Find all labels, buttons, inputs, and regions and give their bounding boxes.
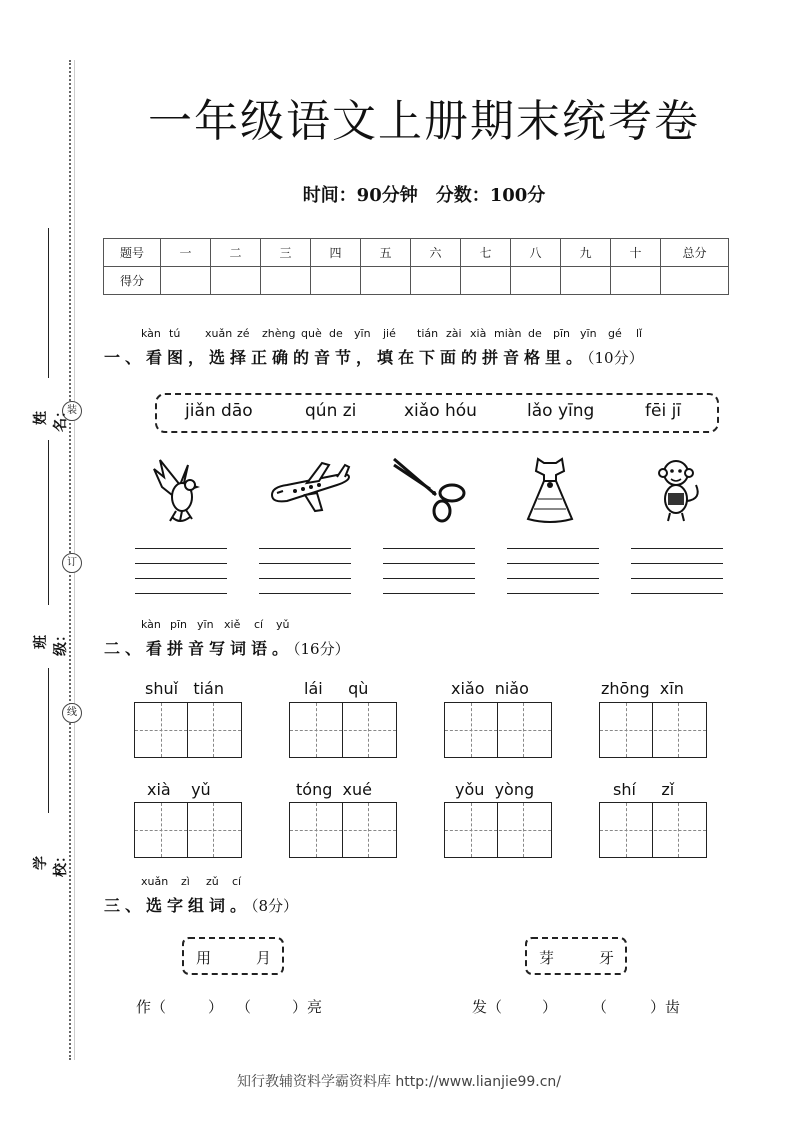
pinyin: tián: [417, 327, 439, 340]
score-col: 六: [411, 239, 461, 267]
fill-blank: （: [236, 998, 252, 1016]
word-pinyin: lái qù: [304, 679, 369, 698]
word-pinyin: zhōng xīn: [601, 679, 684, 698]
pinyin: yīn: [580, 327, 597, 340]
word-pinyin: tóng xué: [296, 780, 372, 799]
word-pinyin: xiǎo niǎo: [451, 679, 529, 698]
word-bank-item: xiǎo hóu: [404, 401, 477, 421]
fill-blank: 作（: [136, 998, 167, 1016]
pinyin: miàn: [494, 327, 522, 340]
section3-pinyin: [0, 875, 798, 889]
name-field-label: 姓名：: [33, 404, 69, 432]
section2-pinyin: [0, 618, 798, 632]
footer-watermark: 知行教辅资料学霸资料库 http://www.lianjie99.cn/: [236, 1074, 562, 1090]
binding-mark-ding: 订: [62, 553, 82, 573]
choice-char: 用: [196, 949, 212, 967]
word-bank-item: fēi jī: [645, 401, 682, 421]
score-cell[interactable]: [311, 267, 361, 295]
score-cell[interactable]: [611, 267, 661, 295]
score-cell[interactable]: [511, 267, 561, 295]
section2-heading: [104, 636, 350, 659]
choice-char: 牙: [599, 949, 615, 967]
binding-mark-xian: 线: [62, 703, 82, 723]
pinyin: xiě: [224, 618, 241, 631]
airplane-picture: [267, 455, 352, 515]
score-table-header-row: [104, 239, 729, 267]
score-col: 八: [511, 239, 561, 267]
section1-heading: [104, 345, 644, 368]
answer-lines[interactable]: [631, 548, 723, 608]
char-choice-box: [182, 937, 284, 975]
fill-blank: （: [592, 998, 608, 1016]
answer-lines[interactable]: [507, 548, 599, 608]
score-col: 四: [311, 239, 361, 267]
pinyin: xuǎn: [205, 327, 233, 340]
choice-char: 芽: [539, 949, 555, 967]
class-field-label: 班级：: [33, 628, 69, 656]
pinyin: tú: [169, 327, 181, 340]
score-col: 三: [261, 239, 311, 267]
pinyin: yīn: [354, 327, 371, 340]
pinyin: zài: [446, 327, 462, 340]
tianzige-box[interactable]: [444, 802, 552, 858]
score-col: 九: [561, 239, 611, 267]
section1-points: （10分）: [587, 349, 644, 367]
score-table: [103, 238, 729, 295]
pinyin: yǔ: [276, 618, 290, 631]
pinyin: zì: [181, 875, 190, 888]
name-field-line: [48, 228, 49, 378]
tianzige-box[interactable]: [289, 702, 397, 758]
score-cell[interactable]: [211, 267, 261, 295]
section1-heading-text: 一、看图，选择正确的音节，填在下面的拼音格里。: [104, 348, 588, 367]
pinyin: xià: [470, 327, 487, 340]
pinyin: què: [301, 327, 322, 340]
tianzige-box[interactable]: [289, 802, 397, 858]
eagle-picture: [150, 455, 210, 525]
fill-blank: ）: [208, 998, 224, 1016]
score-col-total: 总分: [661, 239, 729, 267]
score-col: 二: [211, 239, 261, 267]
scissors-picture: [390, 455, 470, 523]
pinyin: gé: [608, 327, 622, 340]
binding-mark-zhuang: 装: [62, 401, 82, 421]
score-cell[interactable]: [461, 267, 511, 295]
tianzige-box[interactable]: [444, 702, 552, 758]
section3-heading: [104, 893, 298, 916]
word-pinyin: shuǐ tián: [145, 679, 224, 698]
pinyin: yīn: [197, 618, 214, 631]
word-pinyin: shí zǐ: [613, 780, 675, 799]
tianzige-box[interactable]: [134, 702, 242, 758]
fill-blank: ）齿: [650, 998, 681, 1016]
pinyin: kàn: [141, 327, 161, 340]
word-bank-item: lǎo yīng: [527, 401, 595, 421]
page-subtitle: 时间：90分钟 分数：100分: [302, 185, 546, 206]
score-cell[interactable]: [561, 267, 611, 295]
score-cell[interactable]: [161, 267, 211, 295]
section3-heading-text: 三、选字组词。: [104, 896, 252, 915]
school-field-line: [48, 668, 49, 813]
pinyin: pīn: [170, 618, 188, 631]
pinyin: zhèng: [262, 327, 296, 340]
word-bank-item: jiǎn dāo: [185, 401, 253, 421]
section2-heading-text: 二、看拼音写词语。: [104, 639, 294, 658]
pinyin: de: [528, 327, 542, 340]
class-field-line-top: [48, 440, 49, 605]
score-row-label: 得分: [104, 267, 161, 295]
page-title: 一年级语文上册期末统考卷: [148, 96, 700, 147]
score-header-label: 题号: [104, 239, 161, 267]
pinyin: de: [329, 327, 343, 340]
pinyin: zé: [237, 327, 250, 340]
score-col: 七: [461, 239, 511, 267]
char-choice-box: [525, 937, 627, 975]
pinyin: xuǎn: [141, 875, 169, 888]
pinyin: kàn: [141, 618, 161, 631]
fill-blank: 发（: [472, 998, 503, 1016]
tianzige-box[interactable]: [134, 802, 242, 858]
score-table-score-row: [104, 267, 729, 295]
score-cell[interactable]: [661, 267, 729, 295]
pinyin: jié: [383, 327, 396, 340]
pinyin: lǐ: [636, 327, 643, 340]
pinyin: cí: [254, 618, 264, 631]
answer-lines[interactable]: [383, 548, 475, 608]
monkey-picture: [650, 455, 705, 525]
answer-lines[interactable]: [259, 548, 351, 608]
score-col: 五: [361, 239, 411, 267]
tianzige-box[interactable]: [599, 702, 707, 758]
word-pinyin: yǒu yòng: [455, 780, 535, 799]
dress-picture: [520, 455, 580, 525]
choice-char: 月: [256, 949, 272, 967]
section2-points: （16分）: [293, 640, 350, 658]
word-bank-item: qún zi: [305, 401, 357, 421]
pinyin: pīn: [553, 327, 571, 340]
tianzige-box[interactable]: [599, 802, 707, 858]
fill-blank: ）亮: [292, 998, 323, 1016]
score-cell[interactable]: [361, 267, 411, 295]
score-cell[interactable]: [411, 267, 461, 295]
section1-pinyin: [0, 327, 798, 341]
score-cell[interactable]: [261, 267, 311, 295]
score-col: 十: [611, 239, 661, 267]
pinyin: zǔ: [206, 875, 219, 888]
score-col: 一: [161, 239, 211, 267]
fill-blank: ）: [542, 998, 558, 1016]
pinyin: cí: [232, 875, 242, 888]
section3-points: （8分）: [251, 897, 299, 915]
school-field-label: 学校：: [33, 849, 69, 877]
word-pinyin: xià yǔ: [147, 780, 211, 799]
answer-lines[interactable]: [135, 548, 227, 608]
